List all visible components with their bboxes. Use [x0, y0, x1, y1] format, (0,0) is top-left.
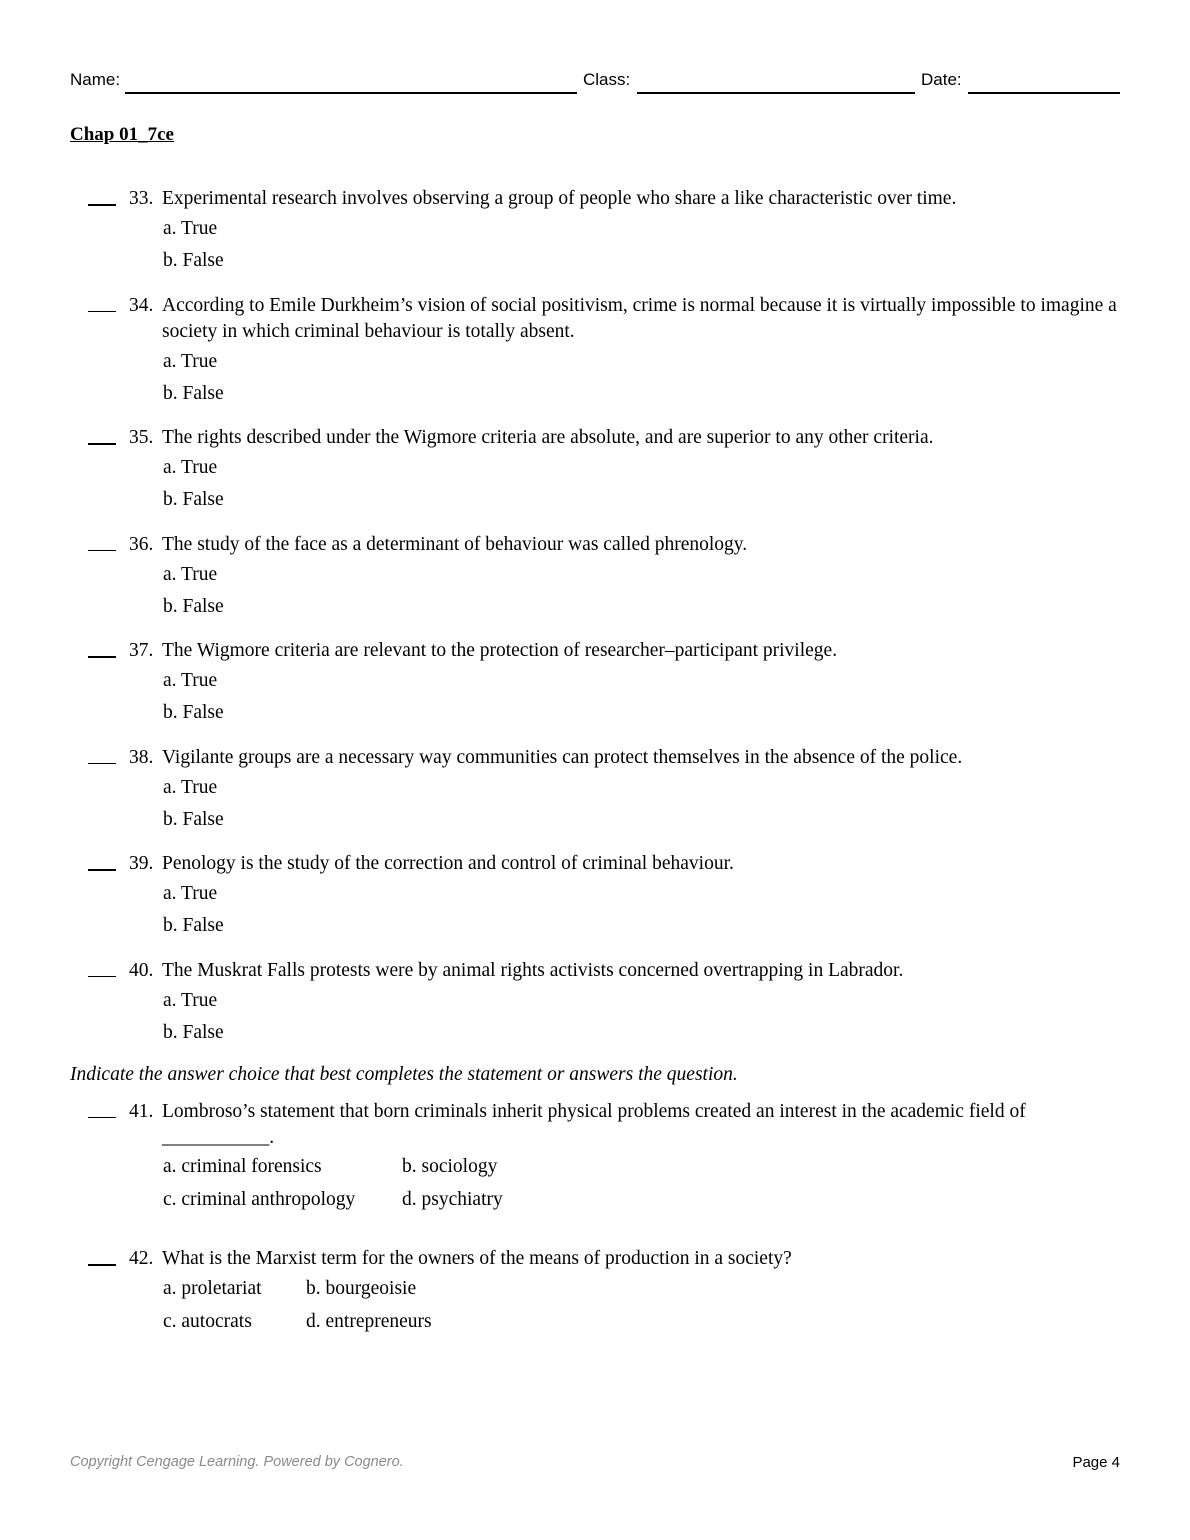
option-a: a. True: [163, 351, 218, 372]
question-number: 38.: [129, 747, 154, 768]
option-b: b. sociology: [402, 1156, 498, 1177]
answer-blank[interactable]: [88, 869, 116, 871]
option-b: b. bourgeoisie: [306, 1278, 417, 1299]
question-number: 35.: [129, 427, 154, 448]
option-a: a. True: [163, 777, 218, 798]
question-text: The rights described under the Wigmore criteria are absolute, and are superior to any other criteria.: [162, 427, 934, 448]
question-number: 33.: [129, 188, 154, 209]
student-info-header: [70, 70, 1120, 96]
answer-blank[interactable]: [88, 443, 116, 445]
option-b: b. False: [163, 489, 224, 510]
answer-blank[interactable]: [88, 311, 116, 312]
question-number: 36.: [129, 534, 154, 555]
answer-blank[interactable]: [88, 1264, 116, 1266]
answer-blank[interactable]: [88, 1117, 116, 1118]
option-b: b. False: [163, 250, 224, 271]
option-a: a. True: [163, 883, 218, 904]
option-a: a. proletariat: [163, 1278, 262, 1299]
question-number: 39.: [129, 853, 154, 874]
question-number: 37.: [129, 640, 154, 661]
option-b: b. False: [163, 1022, 224, 1043]
section-instruction: Indicate the answer choice that best completes the statement or answers the question.: [70, 1064, 738, 1085]
question-text: Penology is the study of the correction and control of criminal behaviour.: [162, 853, 734, 874]
question-text: Lombroso’s statement that born criminals inherit physical problems created an interest in the academic field of ___________.: [162, 1101, 1026, 1148]
option-b: b. False: [163, 809, 224, 830]
chapter-title: Chap 01_7ce: [70, 124, 174, 145]
question-text: What is the Marxist term for the owners of the means of production in a society?: [162, 1248, 792, 1269]
question-text: The study of the face as a determinant of behaviour was called phrenology.: [162, 534, 748, 555]
option-a: a. True: [163, 990, 218, 1011]
question-number: 42.: [129, 1248, 154, 1269]
option-b: b. False: [163, 383, 224, 404]
date-label: Date:: [921, 70, 962, 89]
option-b: b. False: [163, 702, 224, 723]
class-field-line[interactable]: [637, 92, 915, 94]
name-label: Name:: [70, 70, 121, 89]
option-a: a. criminal forensics: [163, 1156, 322, 1177]
question-text: The Wigmore criteria are relevant to the protection of researcher–participant privilege.: [162, 640, 838, 661]
question-text: Experimental research involves observing a group of people who share a like characteristic over time.: [162, 188, 957, 209]
option-b: b. False: [163, 915, 224, 936]
page-number: Page 4: [1072, 1454, 1120, 1471]
option-b: b. False: [163, 596, 224, 617]
option-a: a. True: [163, 457, 218, 478]
answer-blank[interactable]: [88, 656, 116, 658]
question-text: Vigilante groups are a necessary way communities can protect themselves in the absence of the police.: [162, 747, 963, 768]
option-c: c. autocrats: [163, 1311, 252, 1332]
option-a: a. True: [163, 564, 218, 585]
question-text: The Muskrat Falls protests were by animal rights activists concerned overtrapping in Labrador.: [162, 960, 904, 981]
answer-blank[interactable]: [88, 550, 116, 551]
option-a: a. True: [163, 218, 218, 239]
question-text: According to Emile Durkheim’s vision of social positivism, crime is normal because it is virtually impossible to imagine a society in which criminal behaviour is totally absent.: [162, 295, 1117, 342]
option-d: d. psychiatry: [402, 1189, 503, 1210]
class-label: Class:: [583, 70, 631, 89]
name-field-line[interactable]: [125, 92, 577, 94]
answer-blank[interactable]: [88, 976, 116, 977]
answer-blank[interactable]: [88, 204, 116, 206]
date-field-line[interactable]: [968, 92, 1120, 94]
option-d: d. entrepreneurs: [306, 1311, 432, 1332]
question-number: 41.: [129, 1101, 154, 1122]
copyright-notice: Copyright Cengage Learning. Powered by Cognero.: [70, 1454, 404, 1470]
answer-blank[interactable]: [88, 763, 116, 764]
option-a: a. True: [163, 670, 218, 691]
question-number: 34.: [129, 295, 154, 316]
option-c: c. criminal anthropology: [163, 1189, 356, 1210]
question-number: 40.: [129, 960, 154, 981]
